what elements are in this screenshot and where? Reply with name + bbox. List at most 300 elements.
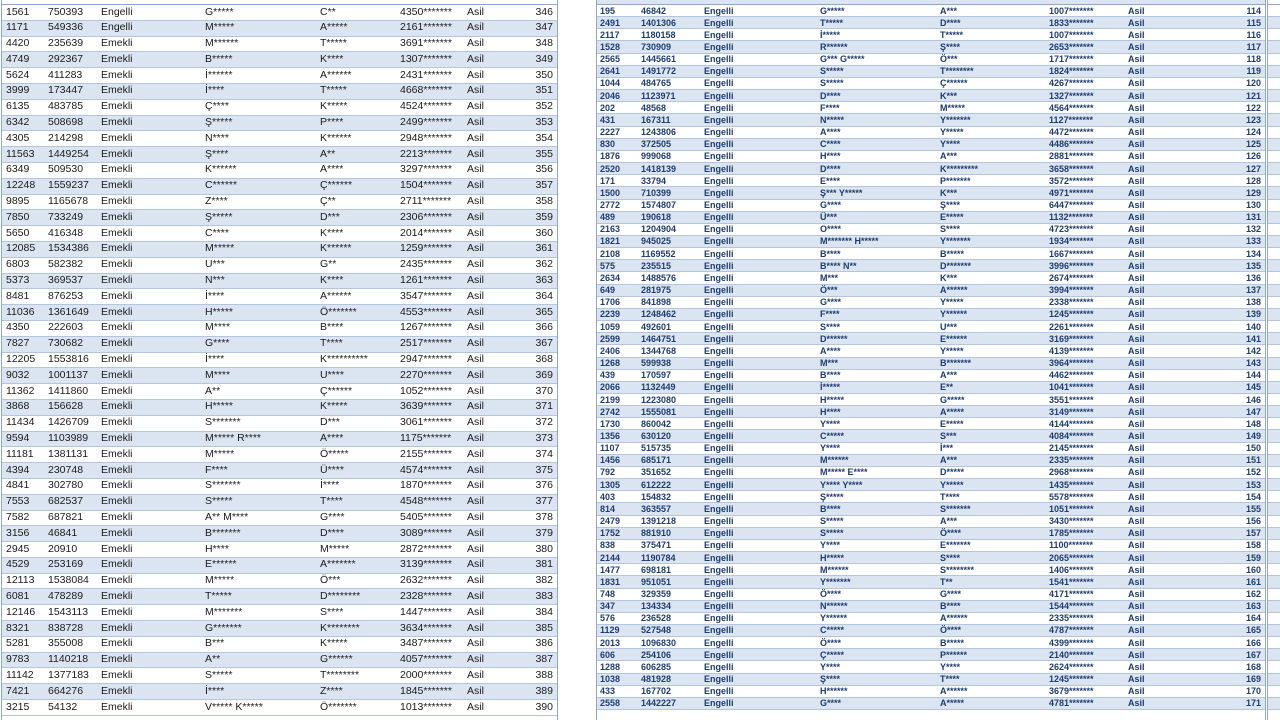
cell-first-name-masked: B****: [820, 370, 841, 381]
cell-row-number: 388: [535, 668, 553, 681]
cell-seq-id: 2199: [600, 394, 621, 405]
cell-id-number-masked: 4781*******: [1049, 698, 1094, 709]
cell-application-no: 1190784: [641, 552, 676, 563]
cell-category: Emekli: [101, 495, 133, 508]
cell-status: Asil: [467, 116, 484, 129]
cell-application-no: 664276: [48, 684, 84, 697]
cell-status: Asil: [1128, 90, 1145, 101]
cell-first-name-masked: B****: [820, 248, 841, 259]
cell-id-number-masked: 2499*******: [400, 116, 452, 129]
cell-id-number-masked: 2431*******: [400, 68, 452, 81]
cell-application-no: 1001137: [48, 368, 89, 381]
cell-category: Engelli: [704, 382, 734, 393]
cell-id-number-masked: 3634*******: [400, 621, 452, 634]
cell-last-name-masked: Y****: [940, 661, 961, 672]
cell-status: Asil: [1128, 576, 1145, 587]
cell-row-number: 379: [535, 526, 553, 539]
cell-last-name-masked: K***: [940, 272, 958, 283]
cell-first-name-masked: A**: [205, 384, 221, 397]
cell-last-name-masked: T*****: [320, 37, 347, 50]
partial-cell: [1268, 54, 1280, 66]
cell-category: Emekli: [101, 289, 133, 302]
table-row: [597, 29, 1265, 41]
cell-last-name-masked: Ö****: [940, 625, 962, 636]
cell-id-number-masked: 1175*******: [400, 432, 452, 445]
cell-id-number-masked: 2145*******: [1049, 443, 1094, 454]
cell-id-number-masked: 2140*******: [1049, 649, 1094, 660]
cell-status: Asil: [467, 68, 484, 81]
cell-row-number: 131: [1245, 212, 1261, 223]
partial-cell: [1268, 151, 1280, 163]
cell-status: Asil: [1128, 29, 1145, 40]
cell-application-no: 33794: [641, 175, 667, 186]
cell-row-number: 132: [1245, 224, 1261, 235]
cell-status: Asil: [1128, 686, 1145, 697]
cell-row-number: 160: [1245, 564, 1261, 575]
cell-id-number-masked: 5578*******: [1049, 491, 1094, 502]
table-row: [2, 274, 557, 290]
cell-application-no: 1534386: [48, 242, 89, 255]
cell-category: Emekli: [101, 147, 133, 160]
cell-category: Emekli: [101, 511, 133, 523]
cell-application-no: 1248462: [641, 309, 677, 320]
cell-application-no: 372505: [641, 139, 672, 150]
table-row: [597, 17, 1265, 29]
table-row: [2, 131, 557, 147]
cell-application-no: 54132: [48, 700, 78, 713]
table-row: [597, 649, 1265, 661]
cell-last-name-masked: K*****: [320, 400, 348, 413]
cell-last-name-masked: Ö***: [320, 574, 341, 587]
cell-status: Asil: [1128, 540, 1145, 551]
cell-row-number: 118: [1246, 54, 1261, 65]
cell-id-number-masked: 3061*******: [400, 416, 452, 429]
table-row: [597, 503, 1265, 515]
cell-application-no: 1449254: [48, 147, 89, 160]
cell-first-name-masked: Ö****: [820, 637, 842, 648]
cell-last-name-masked: E*******: [940, 540, 971, 551]
cell-row-number: 125: [1245, 139, 1261, 150]
table-row: [2, 668, 557, 684]
cell-category: Engelli: [704, 54, 734, 65]
cell-seq-id: 202: [600, 102, 616, 113]
cell-status: Asil: [1128, 5, 1145, 16]
cell-row-number: 357: [535, 179, 553, 192]
cell-row-number: 127: [1245, 163, 1261, 174]
table-row: [597, 394, 1265, 406]
cell-row-number: 158: [1245, 540, 1261, 551]
cell-seq-id: 2239: [600, 309, 621, 320]
cell-seq-id: 439: [600, 370, 616, 381]
cell-id-number-masked: 3679*******: [1049, 686, 1094, 697]
cell-application-no: 355008: [48, 637, 84, 650]
cell-row-number: 119: [1246, 66, 1261, 77]
cell-category: Engelli: [704, 358, 734, 369]
cell-first-name-masked: B*****: [205, 52, 233, 65]
roster-table-right-section: [596, 0, 1266, 720]
partial-cell: [1268, 625, 1280, 637]
cell-application-no: 1140218: [48, 653, 89, 666]
cell-seq-id: 4841: [6, 479, 30, 492]
cell-first-name-masked: U***: [205, 258, 225, 271]
cell-last-name-masked: A****: [320, 163, 344, 176]
cell-application-no: 1223080: [641, 394, 677, 405]
cell-last-name-masked: Ç**: [320, 195, 336, 208]
cell-status: Asil: [467, 52, 484, 65]
cell-category: Engelli: [704, 78, 734, 89]
cell-status: Asil: [1128, 17, 1145, 28]
cell-last-name-masked: Y*******: [940, 114, 971, 125]
cell-row-number: 140: [1245, 321, 1261, 332]
cell-first-name-masked: M***: [820, 358, 839, 369]
partial-cell: [1268, 127, 1280, 139]
cell-status: Asil: [1128, 163, 1145, 174]
cell-seq-id: 9783: [6, 653, 30, 666]
cell-last-name-masked: Y*****: [940, 345, 964, 356]
cell-status: Asil: [467, 21, 484, 34]
cell-seq-id: 3156: [6, 526, 30, 539]
cell-category: Engelli: [704, 698, 734, 709]
cell-first-name-masked: N***: [205, 274, 225, 287]
cell-status: Asil: [1128, 200, 1145, 210]
cell-first-name-masked: N******: [820, 601, 848, 612]
cell-category: Engelli: [704, 175, 734, 186]
cell-seq-id: 3999: [6, 84, 30, 97]
cell-last-name-masked: D********: [320, 589, 361, 602]
cell-first-name-masked: Y****: [820, 540, 841, 551]
cell-seq-id: 2558: [600, 698, 621, 709]
cell-category: Emekli: [101, 463, 133, 476]
cell-category: Emekli: [101, 37, 133, 50]
cell-seq-id: 1831: [600, 576, 621, 587]
cell-category: Emekli: [101, 274, 133, 287]
cell-row-number: 154: [1245, 491, 1261, 502]
cell-last-name-masked: Ç******: [320, 384, 353, 397]
cell-seq-id: 4529: [6, 558, 30, 571]
cell-application-no: 1132449: [641, 382, 676, 393]
cell-id-number-masked: 1261*******: [400, 274, 452, 287]
cell-row-number: 152: [1245, 467, 1261, 478]
cell-row-number: 377: [535, 495, 553, 508]
cell-id-number-masked: 1934*******: [1049, 236, 1094, 247]
cell-row-number: 128: [1245, 175, 1261, 186]
partial-cell: [1268, 528, 1280, 540]
cell-id-number-masked: 2335*******: [1049, 613, 1094, 624]
cell-last-name-masked: M*****: [320, 542, 350, 555]
cell-row-number: 351: [535, 84, 553, 97]
table-row: [2, 637, 557, 653]
cell-category: Engelli: [704, 528, 734, 539]
cell-status: Asil: [1128, 589, 1145, 599]
table-row: [597, 601, 1265, 613]
cell-application-no: 838728: [48, 621, 84, 634]
cell-status: Asil: [1128, 491, 1145, 502]
cell-seq-id: 2641: [600, 66, 621, 77]
cell-seq-id: 2117: [600, 29, 620, 40]
cell-last-name-masked: D***: [320, 416, 340, 429]
cell-first-name-masked: S*****: [820, 78, 844, 89]
cell-row-number: 117: [1246, 41, 1261, 52]
cell-row-number: 387: [535, 653, 553, 666]
cell-seq-id: 5281: [6, 637, 30, 650]
cell-category: Engelli: [704, 394, 734, 405]
cell-seq-id: 403: [600, 491, 616, 502]
partial-cell: [1268, 467, 1280, 479]
cell-row-number: 129: [1245, 187, 1261, 198]
cell-seq-id: 5624: [6, 68, 30, 81]
cell-row-number: 370: [535, 384, 553, 397]
cell-row-number: 350: [535, 68, 553, 81]
cell-seq-id: 4305: [6, 131, 30, 144]
cell-last-name-masked: T****: [320, 495, 343, 508]
cell-id-number-masked: 2065*******: [1049, 552, 1094, 563]
cell-id-number-masked: 1132*******: [1049, 212, 1094, 223]
cell-first-name-masked: M******: [820, 564, 849, 575]
cell-first-name-masked: N****: [205, 131, 229, 144]
cell-status: Asil: [467, 37, 484, 50]
cell-row-number: 138: [1245, 297, 1261, 308]
cell-first-name-masked: C****: [205, 226, 229, 239]
table-row: [2, 5, 557, 21]
table-row: [597, 163, 1265, 175]
cell-id-number-masked: 3572*******: [1049, 175, 1094, 186]
cell-first-name-masked: Ş*****: [820, 491, 844, 502]
partial-cell: [1268, 66, 1280, 78]
cell-status: Asil: [467, 589, 484, 602]
cell-first-name-masked: Ç*****: [820, 649, 845, 660]
cell-row-number: 143: [1245, 358, 1261, 369]
cell-id-number-masked: 1406*******: [1049, 564, 1094, 575]
cell-id-number-masked: 6447*******: [1049, 200, 1094, 210]
cell-seq-id: 2634: [600, 272, 621, 283]
cell-status: Asil: [1128, 430, 1145, 441]
cell-seq-id: 1500: [600, 187, 621, 198]
cell-application-no: 1243806: [641, 127, 677, 138]
cell-id-number-masked: 1541*******: [1049, 576, 1094, 587]
partial-cell: [1268, 175, 1280, 187]
cell-category: Emekli: [101, 368, 133, 381]
cell-row-number: 161: [1245, 576, 1261, 587]
cell-first-name-masked: M*****: [205, 21, 235, 34]
cell-id-number-masked: 4723*******: [1049, 224, 1094, 235]
cell-first-name-masked: F****: [205, 463, 228, 476]
cell-status: Asil: [1128, 516, 1145, 527]
cell-id-number-masked: 2155*******: [400, 447, 452, 460]
cell-first-name-masked: H****: [820, 406, 841, 417]
cell-first-name-masked: B*******: [205, 526, 241, 539]
partial-cell: [1268, 637, 1280, 649]
cell-first-name-masked: F****: [820, 309, 840, 320]
cell-id-number-masked: 3169*******: [1049, 333, 1094, 344]
cell-row-number: 365: [535, 305, 553, 318]
partial-cell: [1268, 272, 1280, 284]
cell-id-number-masked: 2881*******: [1049, 151, 1094, 162]
cell-status: Asil: [1128, 601, 1145, 612]
cell-last-name-masked: B****: [320, 321, 344, 334]
cell-first-name-masked: Y**** Y****: [820, 479, 863, 490]
partial-cell: [1268, 589, 1280, 601]
cell-last-name-masked: A***: [940, 516, 958, 527]
cell-row-number: 349: [535, 52, 553, 65]
partial-cell: [1268, 333, 1280, 345]
cell-id-number-masked: 1447*******: [400, 605, 452, 618]
cell-id-number-masked: 2711*******: [400, 195, 452, 208]
cell-application-no: 1426709: [48, 416, 89, 429]
table-row: [597, 5, 1265, 17]
cell-application-no: 1096830: [641, 637, 677, 648]
cell-id-number-masked: 3149*******: [1049, 406, 1094, 417]
cell-row-number: 373: [535, 432, 553, 445]
cell-id-number-masked: 4564*******: [1049, 102, 1094, 113]
partial-cell: [1268, 698, 1280, 710]
cell-last-name-masked: S********: [940, 564, 975, 575]
cell-status: Asil: [467, 526, 484, 539]
cell-status: Asil: [1128, 637, 1145, 648]
cell-id-number-masked: 3547*******: [400, 289, 452, 302]
cell-first-name-masked: Y****: [820, 418, 841, 429]
table-row: [2, 100, 557, 116]
cell-row-number: 114: [1246, 5, 1261, 16]
cell-seq-id: 7850: [6, 210, 30, 223]
cell-category: Engelli: [704, 212, 734, 223]
cell-status: Asil: [1128, 358, 1145, 369]
cell-first-name-masked: İ******: [205, 68, 233, 81]
cell-id-number-masked: 1870*******: [400, 479, 452, 492]
cell-id-number-masked: 3430*******: [1049, 516, 1094, 527]
cell-row-number: 148: [1245, 418, 1261, 429]
cell-application-no: 1123971: [641, 90, 676, 101]
cell-application-no: 48568: [641, 102, 667, 113]
cell-last-name-masked: P*******: [940, 175, 971, 186]
cell-id-number-masked: 1833*******: [1049, 17, 1094, 28]
cell-first-name-masked: M*****: [205, 447, 235, 460]
cell-first-name-masked: S*****: [820, 516, 844, 527]
cell-category: Engelli: [704, 418, 734, 429]
cell-application-no: 492601: [641, 321, 672, 332]
cell-application-no: 1488576: [641, 272, 677, 283]
cell-seq-id: 11563: [6, 147, 35, 160]
table-row: [597, 528, 1265, 540]
cell-seq-id: 830: [600, 139, 616, 150]
table-row: [597, 467, 1265, 479]
cell-last-name-masked: Ç******: [320, 179, 353, 192]
cell-first-name-masked: M****: [205, 368, 231, 381]
cell-seq-id: 792: [600, 467, 616, 478]
cell-application-no: 876253: [48, 289, 84, 302]
cell-first-name-masked: M******: [205, 37, 239, 50]
partial-cell: [1268, 601, 1280, 613]
partial-cell: [1268, 212, 1280, 224]
cell-category: Engelli: [704, 102, 734, 113]
partial-cell: [1268, 345, 1280, 357]
table-row: [2, 21, 557, 37]
cell-first-name-masked: D****: [820, 90, 841, 101]
cell-first-name-masked: İ****: [205, 684, 225, 697]
cell-row-number: 382: [535, 574, 553, 587]
right-table-rows: [597, 5, 1265, 710]
table-row: [597, 430, 1265, 442]
cell-status: Asil: [467, 289, 484, 302]
cell-seq-id: 2491: [600, 17, 621, 28]
cell-status: Asil: [1128, 418, 1145, 429]
cell-seq-id: 1706: [600, 297, 621, 308]
table-row: [2, 621, 557, 637]
cell-status: Asil: [467, 163, 484, 176]
cell-category: Engelli: [101, 5, 133, 18]
table-row: [597, 54, 1265, 66]
cell-first-name-masked: H*****: [205, 400, 234, 413]
cell-first-name-masked: E******: [205, 558, 237, 571]
cell-seq-id: 576: [600, 613, 616, 624]
cell-application-no: 685171: [641, 455, 672, 466]
cell-first-name-masked: Ş****: [820, 674, 841, 685]
cell-seq-id: 6349: [6, 163, 30, 176]
cell-row-number: 145: [1245, 382, 1261, 393]
cell-id-number-masked: 3551*******: [1049, 394, 1094, 405]
cell-seq-id: 7421: [6, 684, 30, 697]
cell-seq-id: 2227: [600, 127, 621, 138]
cell-application-no: 999068: [641, 151, 672, 162]
table-row: [2, 447, 557, 463]
cell-category: Emekli: [101, 384, 133, 397]
cell-seq-id: 9032: [6, 368, 30, 381]
cell-id-number-masked: 3994*******: [1049, 285, 1094, 296]
cell-category: Engelli: [704, 236, 734, 247]
cell-first-name-masked: Y******: [820, 613, 848, 624]
cell-seq-id: 2772: [600, 200, 621, 210]
cell-last-name-masked: D****: [320, 526, 344, 539]
cell-application-no: 698181: [641, 564, 672, 575]
table-row: [2, 495, 557, 511]
cell-status: Asil: [1128, 528, 1145, 539]
cell-first-name-masked: V***** K*****: [205, 700, 263, 713]
cell-first-name-masked: C******: [205, 179, 238, 192]
table-row: [2, 463, 557, 479]
cell-category: Engelli: [704, 613, 734, 624]
cell-category: Engelli: [704, 430, 734, 441]
cell-status: Asil: [467, 274, 484, 287]
cell-last-name-masked: U****: [320, 368, 344, 381]
cell-category: Emekli: [101, 668, 133, 681]
cell-first-name-masked: İ*****: [820, 29, 841, 40]
cell-seq-id: 9594: [6, 432, 30, 445]
cell-category: Emekli: [101, 258, 133, 271]
cell-status: Asil: [1128, 455, 1145, 466]
cell-category: Emekli: [101, 653, 133, 666]
cell-row-number: 375: [535, 463, 553, 476]
cell-application-no: 1411860: [48, 384, 89, 397]
cell-last-name-masked: K******: [320, 242, 352, 255]
cell-row-number: 115: [1246, 17, 1261, 28]
cell-seq-id: 6342: [6, 116, 30, 129]
cell-category: Emekli: [101, 637, 133, 650]
cell-last-name-masked: Y*****: [940, 479, 964, 490]
cell-id-number-masked: 2335*******: [1049, 455, 1094, 466]
cell-row-number: 358: [535, 195, 553, 208]
cell-status: Asil: [467, 353, 484, 366]
cell-seq-id: 8481: [6, 289, 30, 302]
cell-status: Asil: [1128, 66, 1145, 77]
cell-application-no: 951051: [641, 576, 672, 587]
cell-status: Asil: [467, 463, 484, 476]
table-row: [597, 236, 1265, 248]
cell-first-name-masked: T*****: [205, 589, 232, 602]
cell-application-no: 1204904: [641, 224, 677, 235]
partial-cell: [1268, 285, 1280, 297]
cell-first-name-masked: G*** G*****: [820, 54, 865, 65]
cell-application-no: 881910: [641, 528, 672, 539]
cell-application-no: 478289: [48, 589, 84, 602]
